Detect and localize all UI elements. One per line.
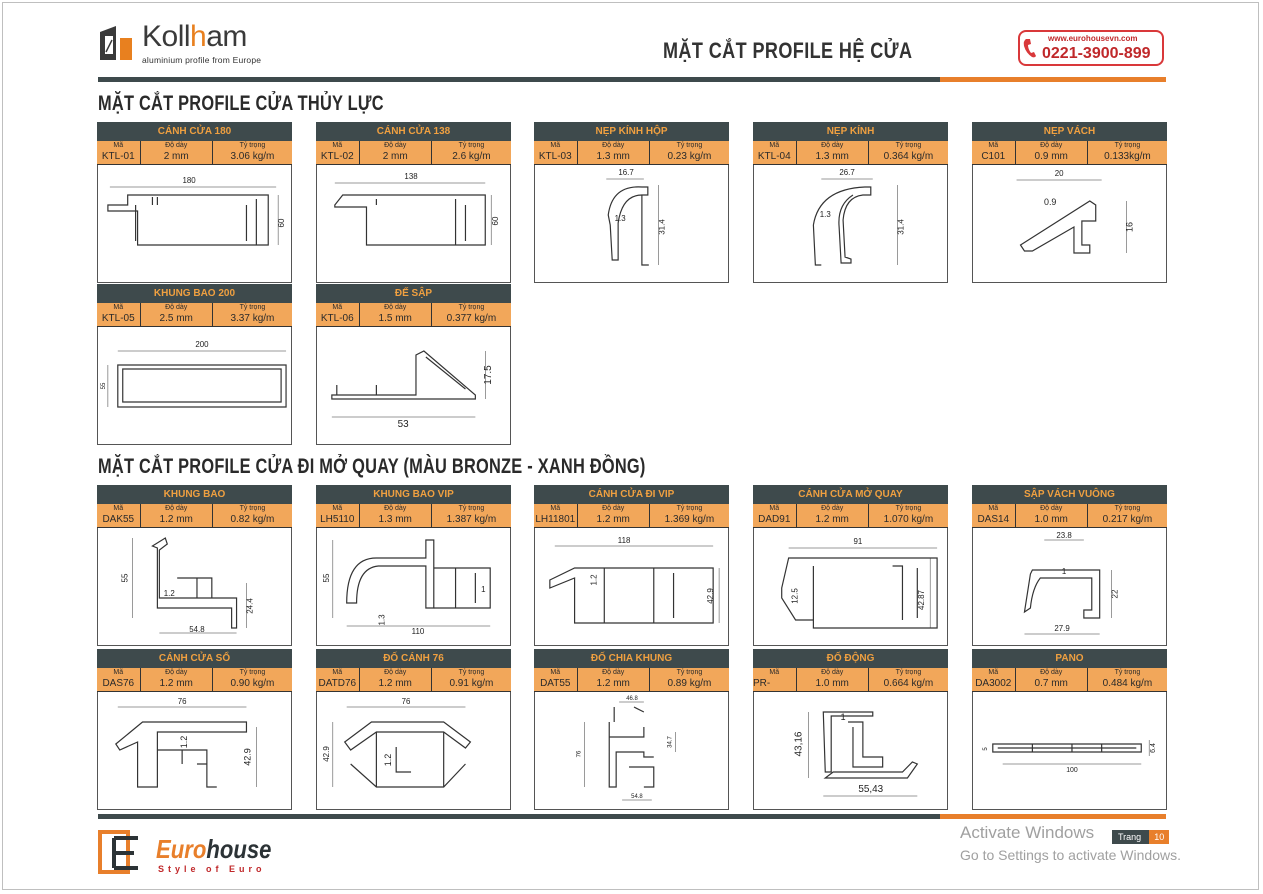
weight-label: Tỷ trọng	[676, 505, 703, 512]
section-title-swing: MẶT CẮT PROFILE CỬA ĐI MỞ QUAY (MÀU BRONZE - XANH ĐỒNG)	[98, 455, 646, 478]
code-label: Mã	[332, 304, 343, 311]
thickness-value: 1.3 mm	[378, 514, 412, 525]
profile-cross-section	[973, 528, 1166, 645]
dimension-label: 0.9	[1044, 196, 1057, 208]
code-value: DAS14	[977, 514, 1010, 525]
code-value: DAS76	[102, 678, 135, 689]
page-label: Trang	[1112, 830, 1149, 844]
profile-cross-section	[535, 528, 728, 645]
profile-spec-table	[753, 668, 948, 692]
profile-card	[97, 649, 292, 808]
dimension-label: 60	[491, 216, 501, 226]
dimension-label: 42.9	[242, 748, 253, 766]
profile-card	[534, 122, 729, 281]
code-value: DA3002	[975, 678, 1012, 689]
profile-card	[753, 122, 948, 281]
dimension-label: 1.2	[589, 574, 599, 586]
dimension-label: 54.8	[631, 793, 643, 801]
page-indicator	[1112, 830, 1169, 844]
dimension-label: 46.8	[626, 695, 638, 703]
weight-label: Tỷ trọng	[895, 669, 922, 676]
profile-spec-table	[97, 504, 292, 528]
dimension-label: 42.9	[706, 588, 716, 604]
profile-drawing	[972, 692, 1167, 810]
dimension-label: 76	[576, 750, 583, 758]
weight-value: 0.91 kg/m	[449, 678, 494, 689]
dimension-label: 12.5	[790, 588, 800, 604]
code-label: Mã	[769, 669, 780, 676]
profile-card	[316, 122, 511, 281]
code-label: Mã	[769, 142, 780, 149]
weight-label: Tỷ trọng	[458, 505, 485, 512]
dimension-label: 110	[411, 626, 425, 637]
section-title-hydraulic: MẶT CẮT PROFILE CỬA THỦY LỰC	[98, 92, 384, 115]
profile-name: ĐỐ ĐỘNG	[753, 649, 948, 668]
thickness-label: Độ dày	[821, 669, 844, 676]
profile-drawing	[972, 165, 1167, 283]
profile-card	[972, 485, 1167, 644]
code-value: DAK55	[102, 514, 135, 525]
weight-label: Tỷ trọng	[1114, 142, 1141, 149]
profile-card	[97, 122, 292, 281]
dimension-label: 1	[840, 711, 846, 723]
weight-value: 0.217 kg/m	[1102, 514, 1153, 525]
weight-label: Tỷ trọng	[458, 142, 485, 149]
profile-name: KHUNG BAO 200	[97, 284, 292, 303]
thickness-label: Độ dày	[602, 505, 625, 512]
weight-value: 1.387 kg/m	[446, 514, 497, 525]
profile-drawing	[316, 165, 511, 283]
weight-value: 3.06 kg/m	[230, 151, 275, 162]
thickness-label: Độ dày	[1040, 505, 1063, 512]
weight-label: Tỷ trọng	[895, 142, 922, 149]
profile-cross-section	[535, 692, 728, 809]
dimension-label: 43,16	[793, 731, 805, 757]
profile-spec-table	[97, 303, 292, 327]
profile-spec-table	[97, 668, 292, 692]
dimension-label: 5	[982, 747, 989, 751]
code-label: Mã	[113, 142, 124, 149]
code-label: Mã	[769, 505, 780, 512]
dimension-label: 6.4	[1150, 743, 1158, 753]
dimension-label: 1	[481, 584, 486, 595]
profile-drawing	[316, 327, 511, 445]
dimension-label: 55	[100, 382, 107, 390]
dimension-label: 22	[1110, 589, 1120, 599]
profile-spec-table	[753, 141, 948, 165]
profile-cross-section	[317, 528, 510, 645]
code-value: KTL-04	[757, 151, 791, 162]
thickness-value: 1.2 mm	[159, 678, 193, 689]
thickness-label: Độ dày	[1040, 669, 1063, 676]
code-value: KTL-02	[320, 151, 354, 162]
profile-name: ĐẾ SẬP	[316, 284, 511, 303]
profile-card	[534, 485, 729, 644]
dimension-label: 118	[617, 535, 631, 546]
thickness-label: Độ dày	[1040, 142, 1063, 149]
dimension-label: 31.4	[657, 219, 667, 235]
dimension-label: 60	[277, 218, 287, 228]
profile-cross-section	[754, 692, 947, 809]
code-label: Mã	[988, 142, 999, 149]
weight-label: Tỷ trọng	[239, 304, 266, 311]
dimension-label: 16	[1124, 221, 1135, 233]
code-value: PR-	[753, 678, 771, 689]
profile-cross-section	[98, 528, 291, 645]
profile-cross-section	[98, 327, 291, 444]
footer-rule-accent	[940, 814, 1166, 819]
code-value: DAD91	[758, 514, 791, 525]
weight-label: Tỷ trọng	[239, 669, 266, 676]
dimension-label: 1.2	[179, 735, 190, 749]
weight-label: Tỷ trọng	[676, 142, 703, 149]
profile-drawing	[316, 528, 511, 646]
thickness-value: 1.0 mm	[1034, 514, 1068, 525]
profile-drawing	[97, 165, 292, 283]
profile-name: CÁNH CỬA 138	[316, 122, 511, 141]
dimension-label: 55	[321, 573, 331, 583]
weight-value: 2.6 kg/m	[452, 151, 491, 162]
thickness-value: 0.7 mm	[1034, 678, 1068, 689]
profile-drawing	[534, 692, 729, 810]
profile-spec-table	[972, 141, 1167, 165]
thickness-label: Độ dày	[165, 505, 188, 512]
dimension-label: 1	[1061, 566, 1067, 577]
website-text: www.eurohousevn.com	[1048, 34, 1138, 43]
code-value: LH11801	[535, 514, 576, 525]
code-label: Mã	[113, 505, 124, 512]
dimension-label: 1.3	[819, 209, 831, 220]
dimension-label: 27.9	[1054, 623, 1070, 634]
profile-card	[972, 122, 1167, 281]
profile-cross-section	[317, 692, 510, 809]
weight-label: Tỷ trọng	[1114, 669, 1141, 676]
thickness-value: 2 mm	[163, 151, 189, 162]
profile-name: NẸP KÍNH	[753, 122, 948, 141]
thickness-value: 1.2 mm	[159, 514, 193, 525]
dimension-label: 200	[195, 339, 209, 350]
dimension-label: 17.5	[483, 365, 495, 385]
profile-card	[972, 649, 1167, 808]
profile-name: NẸP KÍNH HỘP	[534, 122, 729, 141]
hotline-box	[1018, 30, 1164, 66]
dimension-label: 1.3	[614, 213, 626, 224]
thickness-label: Độ dày	[384, 505, 407, 512]
profile-name: PANO	[972, 649, 1167, 668]
thickness-value: 1.0 mm	[815, 678, 849, 689]
weight-value: 0.377 kg/m	[446, 313, 497, 324]
code-label: Mã	[988, 669, 999, 676]
dimension-label: 34.7	[667, 736, 674, 748]
brand-tagline: aluminium profile from Europe	[142, 55, 262, 65]
profile-cross-section	[754, 528, 947, 645]
profile-drawing	[753, 165, 948, 283]
profile-drawing	[972, 528, 1167, 646]
profile-card	[316, 649, 511, 808]
weight-value: 0.89 kg/m	[667, 678, 712, 689]
thickness-value: 2.5 mm	[159, 313, 193, 324]
thickness-value: 1.2 mm	[596, 678, 630, 689]
thickness-label: Độ dày	[602, 669, 625, 676]
weight-value: 0.90 kg/m	[230, 678, 275, 689]
profile-card	[316, 485, 511, 644]
profile-name: ĐỐ CHIA KHUNG	[534, 649, 729, 668]
profile-name: NẸP VÁCH	[972, 122, 1167, 141]
phone-icon	[1022, 36, 1040, 60]
dimension-label: 54.8	[189, 624, 205, 635]
dimension-label: 20	[1054, 168, 1064, 179]
code-value: KTL-05	[101, 313, 135, 324]
dimension-label: 42.9	[321, 746, 331, 762]
profile-drawing	[534, 528, 729, 646]
weight-value: 0.23 kg/m	[667, 151, 712, 162]
profile-spec-table	[316, 141, 511, 165]
profile-cross-section	[535, 165, 728, 282]
profile-name: CÁNH CỬA ĐI VIP	[534, 485, 729, 504]
dimension-label: 24.4	[245, 598, 255, 614]
profile-cross-section	[317, 327, 510, 444]
profile-cross-section	[754, 165, 947, 282]
thickness-label: Độ dày	[821, 142, 844, 149]
code-label: Mã	[113, 304, 124, 311]
code-value: KTL-03	[538, 151, 572, 162]
weight-value: 1.070 kg/m	[883, 514, 934, 525]
dimension-label: 42.87	[917, 590, 927, 610]
code-value: C101	[981, 151, 1006, 162]
profile-card	[753, 485, 948, 644]
thickness-value: 1.2 mm	[815, 514, 849, 525]
dimension-label: 1.2	[163, 588, 175, 599]
thickness-value: 1.2 mm	[596, 514, 630, 525]
eurohouse-logo	[98, 830, 288, 876]
weight-value: 0.664 kg/m	[883, 678, 934, 689]
dimension-label: 1.2	[383, 753, 394, 767]
profile-card	[97, 485, 292, 644]
dimension-label: 100	[1066, 766, 1078, 775]
profile-name: KHUNG BAO	[97, 485, 292, 504]
code-label: Mã	[550, 142, 561, 149]
profile-cross-section	[98, 165, 291, 282]
profile-spec-table	[534, 141, 729, 165]
dimension-label: 1.3	[377, 614, 387, 626]
code-label: Mã	[550, 669, 561, 676]
profile-name: CÁNH CỬA 180	[97, 122, 292, 141]
profile-name: CÁNH CỬA SỔ	[97, 649, 292, 668]
profile-name: CÁNH CỬA MỞ QUAY	[753, 485, 948, 504]
weight-label: Tỷ trọng	[458, 669, 485, 676]
weight-value: 3.37 kg/m	[230, 313, 275, 324]
eurohouse-mark-icon	[98, 830, 154, 876]
header-rule-accent	[940, 77, 1166, 82]
weight-label: Tỷ trọng	[676, 669, 703, 676]
dimension-label: 91	[853, 536, 863, 547]
kollham-logo	[98, 22, 278, 70]
profile-card	[316, 284, 511, 443]
activate-title: Activate Windows	[960, 823, 1095, 842]
thickness-value: 1.5 mm	[378, 313, 412, 324]
dimension-label: 16.7	[618, 167, 634, 178]
profile-spec-table	[316, 668, 511, 692]
weight-value: 0.82 kg/m	[230, 514, 275, 525]
code-value: LH5110	[320, 514, 355, 525]
profile-spec-table	[972, 668, 1167, 692]
profile-card	[753, 649, 948, 808]
profile-name: SẬP VÁCH VUÔNG	[972, 485, 1167, 504]
eurohouse-name: Eurohouse	[156, 834, 272, 864]
dimension-label: 55	[120, 573, 130, 583]
profile-spec-table	[972, 504, 1167, 528]
weight-value: 1.369 kg/m	[664, 514, 715, 525]
profile-cross-section	[98, 692, 291, 809]
dimension-label: 76	[177, 696, 187, 707]
thickness-label: Độ dày	[384, 304, 407, 311]
weight-label: Tỷ trọng	[239, 505, 266, 512]
thickness-value: 2 mm	[382, 151, 408, 162]
brand-name: Kollham	[142, 20, 247, 53]
profile-drawing	[534, 165, 729, 283]
code-label: Mã	[550, 505, 561, 512]
dimension-label: 138	[404, 171, 418, 182]
activate-subtitle: Go to Settings to activate Windows.	[960, 847, 1181, 863]
code-label: Mã	[988, 505, 999, 512]
weight-label: Tỷ trọng	[239, 142, 266, 149]
dimension-label: 76	[401, 696, 411, 707]
profile-drawing	[753, 528, 948, 646]
dimension-label: 55,43	[858, 783, 884, 796]
weight-label: Tỷ trọng	[1114, 505, 1141, 512]
dimension-label: 53	[397, 418, 409, 431]
profile-drawing	[316, 692, 511, 810]
profile-drawing	[97, 528, 292, 646]
code-label: Mã	[113, 669, 124, 676]
thickness-value: 0.9 mm	[1034, 151, 1068, 162]
thickness-label: Độ dày	[165, 304, 188, 311]
profile-cross-section	[317, 165, 510, 282]
phone-number: 0221-3900-899	[1042, 45, 1151, 62]
weight-value: 0.133kg/m	[1104, 151, 1151, 162]
code-label: Mã	[332, 669, 343, 676]
dimension-label: 180	[182, 175, 196, 186]
dimension-label: 31.4	[896, 219, 906, 235]
dimension-label: 26.7	[839, 167, 855, 178]
profile-spec-table	[534, 668, 729, 692]
code-value: DAT55	[540, 678, 571, 689]
dimension-label: 23.8	[1056, 530, 1072, 541]
code-value: KTL-06	[320, 313, 354, 324]
thickness-label: Độ dày	[384, 669, 407, 676]
profile-name: KHUNG BAO VIP	[316, 485, 511, 504]
weight-value: 0.364 kg/m	[883, 151, 934, 162]
profile-spec-table	[534, 504, 729, 528]
thickness-label: Độ dày	[384, 142, 407, 149]
profile-card	[534, 649, 729, 808]
weight-value: 0.484 kg/m	[1102, 678, 1153, 689]
code-label: Mã	[332, 505, 343, 512]
code-value: KTL-01	[101, 151, 135, 162]
weight-label: Tỷ trọng	[458, 304, 485, 311]
profile-spec-table	[316, 504, 511, 528]
thickness-label: Độ dày	[165, 142, 188, 149]
thickness-label: Độ dày	[165, 669, 188, 676]
code-value: DATD76	[318, 678, 357, 689]
profile-cross-section	[973, 692, 1166, 809]
profile-spec-table	[753, 504, 948, 528]
page-number: 10	[1149, 830, 1169, 844]
weight-label: Tỷ trọng	[895, 505, 922, 512]
thickness-label: Độ dày	[821, 505, 844, 512]
eurohouse-slogan: Style of Euro	[158, 864, 266, 874]
profile-drawing	[753, 692, 948, 810]
thickness-value: 1.3 mm	[596, 151, 630, 162]
profile-drawing	[97, 692, 292, 810]
profile-card	[97, 284, 292, 443]
code-label: Mã	[332, 142, 343, 149]
thickness-value: 1.3 mm	[815, 151, 849, 162]
profile-drawing	[97, 327, 292, 445]
page-title: MẶT CẮT PROFILE HỆ CỬA	[663, 38, 913, 63]
thickness-value: 1.2 mm	[378, 678, 412, 689]
kollham-mark-icon	[98, 24, 134, 62]
profile-spec-table	[97, 141, 292, 165]
profile-cross-section	[973, 165, 1166, 282]
thickness-label: Độ dày	[602, 142, 625, 149]
profile-spec-table	[316, 303, 511, 327]
profile-name: ĐỐ CÁNH 76	[316, 649, 511, 668]
